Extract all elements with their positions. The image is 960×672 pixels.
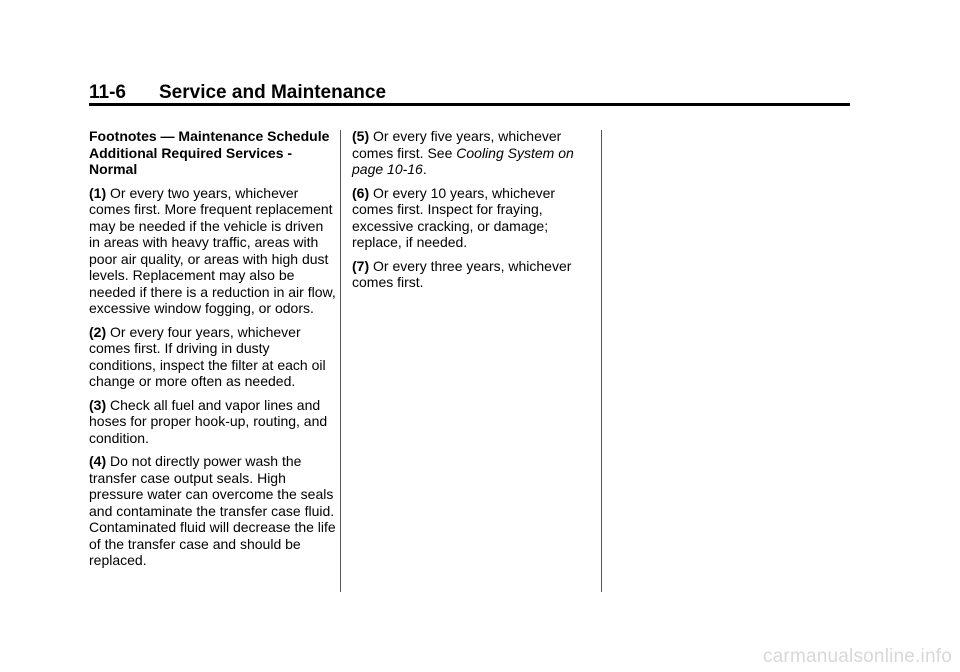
footnote-5-number: (5) [352,128,370,144]
footnote-6-text: Or every 10 years, whichever comes first. Inspect for fraying, excessive cracking, or damage; replace, if needed. [352,184,556,250]
footnote-4-number: (4) [89,453,107,469]
footnote-2-number: (2) [89,323,107,340]
watermark: carmanualsonline.info [762,646,952,667]
column-divider-left [340,130,341,592]
footnote-1 [89,185,337,317]
footnote-1-text: Or every two years, whichever comes first. More frequent replacement may be needed if the vehicle is driven in areas with heavy traffic, areas with poor air quality, or areas with high dust levels. Replacement may also be needed if there is a reduction in air flow, excessive window fogging, or odors. [89,184,336,316]
cooling-system-xref[interactable]: Cooling System on page 10-16 [352,144,574,177]
footnote-2-text: Or every four years, whichever comes first. If driving in dusty conditions, inspect the filter at each oil change or more often as needed. [89,323,326,389]
footnote-5-period: . [422,161,427,177]
footnote-6 [352,185,596,251]
footnote-3-number: (3) [89,396,107,413]
header-rule [89,103,850,106]
section-title: Service and Maintenance [159,82,387,103]
footnote-3-text: Check all fuel and vapor lines and hoses for proper hook-up, routing, and condition. [89,396,328,446]
footnote-6-number: (6) [352,184,370,201]
right-column [352,128,596,298]
footnote-7-number: (7) [352,257,370,274]
footnote-7-text: Or every three years, whichever comes first. [352,257,572,290]
footnote-5-text: Or every five years, whichever comes first. See [352,128,562,161]
footnote-4-text: Do not directly power wash the transfer case output seals. High pressure water can overcome the seals and contaminate the transfer case fluid. Contaminated fluid will decrease the life of the transfer case and should be replaced. [89,453,336,568]
footnote-3 [89,397,337,447]
left-column [89,128,337,576]
page-number: 11-6 [89,82,126,103]
footnote-1-number: (1) [89,184,107,201]
footnote-4 [89,453,337,569]
column-divider-right [601,130,602,592]
footnote-7 [352,258,596,291]
footnote-5 [352,128,596,178]
footnotes-heading: Footnotes — Maintenance Schedule Additional Required Services - Normal [89,128,330,177]
footnote-2 [89,324,337,390]
